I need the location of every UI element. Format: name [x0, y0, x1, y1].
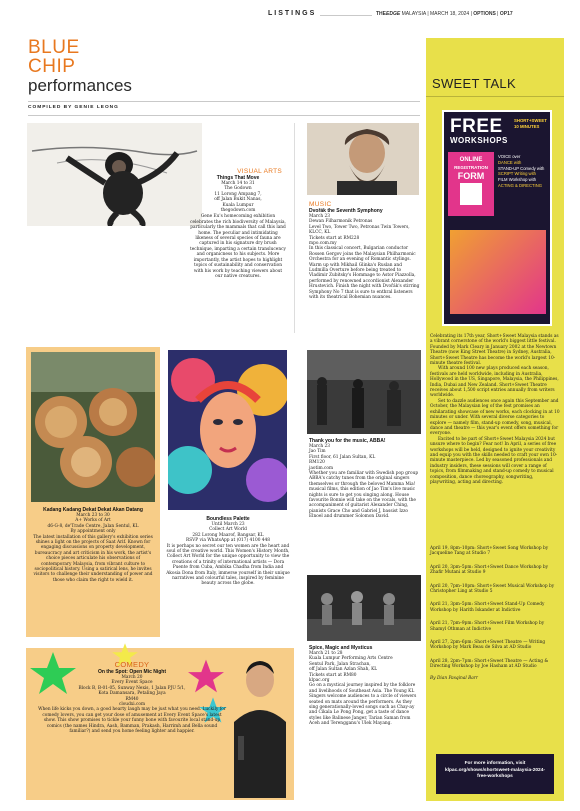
article-paragraph: Excited to be part of Short+Sweet Malaysia 2024 but unsure where to begin? Fear not! In April, a series of free workshops will be held, designed to ignite your creativity and equip you with the skills needed to craft your own 10-minute masterpiece. Led by seasoned professionals and industry insiders, these sessions will cover a range of topics, from filmmaking and stand-up comedy to musical composition, dance choreography, songwriting, playwriting, acting and directing.: [430, 436, 558, 485]
header-rule: [320, 15, 372, 16]
workshop-poster: [442, 110, 552, 326]
listing-line: Kota Damansara, Petaling Jaya: [98, 691, 166, 697]
listing-line: March 21 to 28: [309, 651, 343, 656]
monkey-artwork-image: [27, 123, 202, 226]
dance-performance-image: [307, 575, 421, 641]
listing-line: RM120: [309, 460, 325, 466]
article-paragraph: Celebrating its 17th year, Short+Sweet Malaysia stands as a vibrant cornerstone of the world's biggest little festival. Founded by Mark Cleary in January 2002 at the Newtown Theatre (now King Street Theatre) in Sydney, Australia, Short+Sweet Theatre has become the world's largest 10-minute theatre festival.: [430, 334, 559, 367]
listing-title: Boundless Palette: [206, 516, 250, 522]
kadang-listing: [30, 507, 156, 583]
title-line-chip: CHIP: [28, 56, 76, 77]
listing-line: Level Two, Tower Two, Petronas Twin Towers,: [309, 224, 410, 230]
listing-link[interactable]: jaotim.com: [309, 465, 334, 471]
listing-title: On the Spot: Open Mic Night: [97, 669, 167, 675]
comedy-panel: [26, 648, 294, 800]
listing-body: When life kicks you down, a good hearty laugh may be just what you need. Luckily for comedy lovers, you can get your dose of amusement at Every Event Space's latest show. This show promises to tickle your funny bone with favourite local stand-up comics (the names Hindra, Aash, Bamman, Prakash, Harrimh and Bella sound familiar?) and send you home feeling lighter and happier.: [38, 707, 226, 735]
stage-performance-image: [307, 350, 421, 434]
comedy-listing: [34, 660, 230, 734]
workshop-list: [430, 546, 560, 681]
title-rule: [28, 101, 420, 102]
listing-title: Things That Move: [216, 175, 260, 181]
poster-free: FREE: [450, 116, 503, 137]
list-item: April 20, 7pm–10pm: Short+Sweet Musical Workshop by Christopher Ling at Studio 5: [430, 583, 555, 595]
listing-line: First floor, 61 Jalan Sultan, KL: [309, 454, 376, 460]
listing-link[interactable]: cloudxi.com: [118, 702, 146, 708]
listing-body: The latest installation of this gallery's exhibition series shines a light on the projects of Saat Arif. Known for engaging discussions on property development, bureaucracy and art criticism in his work, the artist's choice pieces articulate his observations of contemporary Malaysia, from vibrant culture to sociopolitical history. Using a satirical lens, he invites visitors to challenge their understanding of power and those who claim the right to wield it.: [33, 534, 153, 583]
boundless-listing: [166, 516, 290, 587]
title-line-blue: BLUE: [28, 37, 80, 58]
listing-link[interactable]: klpac.org: [309, 678, 330, 684]
listing-line: off Jalan Bukit Nanas,: [214, 197, 262, 203]
poster-workshops: WORKSHOPS: [450, 136, 508, 145]
listing-line: The Godown: [224, 186, 252, 192]
byline: By Dian Pasqinal Barr: [430, 675, 478, 681]
listing-line: Kuala Lumpur Performing Arts Centre: [309, 656, 393, 662]
listing-body: In this classical concert, Bulgarian conductor Rossen Gergov joins the Malaysian Philharmonic Orchestra for an evening of Romantic stylings. Warm up with Mikhail Glinka's Ruslan and Ludmilla Overture before being treated to Vladimir Zubitsky's Hommage to Astor Piazzolla, performed by renowned accordionist Alexander Hrustevich. Finish the night with Dvořák's stirring Symphony No 7 that is sure to enthral listeners with its theatrical Bohemian nuances.: [309, 246, 420, 301]
listing-line: March 20: [121, 675, 143, 680]
publication-info: THEEDGE MALAYSIA | MARCH 18, 2024 | OPTIONS | OP17: [376, 11, 513, 17]
listing-line: Tickets start at RM80: [309, 672, 357, 678]
listing-body: It is perhaps no secret our ten women are the heart and soul of the creative world. This Women's History Month, Collect Art World for the unique opportunity to view the creations of a trinity of international artists — Dora Puente from Cuba, Ambika Chadha from India and Akosia Dona from Italy, immerse yourself in their unique narratives and colourful tales, inspired by feminine beauty across the globe.: [166, 543, 290, 587]
poster-artwork: [450, 230, 546, 314]
visual-arts-listing: [190, 168, 286, 279]
section-label: LISTINGS: [268, 10, 317, 17]
poster-workshop-list: VOICE over DANCE with STAND-UP Comedy with SCRIPT Writing with FILM Workshop with ACTING & DIRECTING: [498, 154, 545, 188]
category-comedy: COMEDY: [114, 660, 150, 669]
article-paragraph: With around 100 new plays produced each season, festivals are held worldwide, including in Australia, Hollywood in the US, Singapore, Malaysia, the Philippines, India, Dubai and New Zealand. Short+Sweet Theatre receives about 1,500 script entries annually from writers worldwide.: [430, 366, 559, 399]
listing-line: March 14 to 31: [221, 181, 255, 186]
abba-listing: [309, 438, 421, 520]
listing-line: By appointment only: [70, 529, 116, 535]
category-visual-arts: VISUAL ARTS: [237, 168, 282, 175]
listing-line: KLCC, KL: [309, 230, 331, 236]
listing-line: March 23 to 30: [76, 513, 110, 518]
music-listing: [309, 201, 421, 301]
list-item: April 19, 8pm–10pm: Short+Sweet Song Workshop by Jacqueline Tang at Studio 7: [430, 546, 549, 557]
spice-listing: [309, 645, 421, 727]
listing-line: Until March 23: [211, 522, 245, 527]
listing-line: Jao Tim: [309, 449, 326, 455]
listing-line: Dewan Filharmonik Petronas: [309, 219, 373, 225]
listing-title: Kadang Kadang Dekat Dekat Akan Datang: [43, 507, 143, 513]
column-divider: [294, 123, 295, 333]
sweet-talk-article: [430, 334, 560, 485]
list-item: April 21, 7pm–9pm: Short+Sweet Film Workshop by Shamyl Othman at Indictive: [430, 621, 545, 632]
listing-link[interactable]: mpo.com.my: [309, 241, 337, 247]
listing-title: Spice, Magic and Mysticus: [309, 645, 373, 651]
article-paragraph: Set to dazzle audiences once again this September and October, the Malaysian leg of the fest promises an exhilarating showcase of new works, each clocking in at 10 minutes or under. With several diverse categories to explore — namely film, stand-up comedy, song, musical, dance and theatre — this year's event offers something for everyone.: [430, 398, 560, 437]
qr-code-icon[interactable]: [460, 183, 482, 205]
listing-line: RSVP via WhatsApp at (017) 4100 448: [186, 538, 270, 544]
list-item: April 28, 2pm–7pm: Short+Sweet Theatre — Acting & Directing Workshop by Joe Hasham at AD Studio: [430, 658, 549, 670]
list-item: April 20, 3pm–5pm: Short+Sweet Dance Workshop by Zhafir Mutani at Studio 9: [430, 564, 549, 576]
listing-line: Collect Art World: [209, 527, 247, 533]
listing-line: A+ Works of Art: [75, 518, 111, 524]
portrait-painting-image: [168, 350, 287, 510]
sidebar-rule: [426, 96, 564, 97]
kadang-panel: [26, 347, 160, 637]
listing-line: RM40: [125, 696, 139, 702]
listing-link[interactable]: thegodown.com: [220, 208, 256, 214]
listing-line: 11 Lorong Ampang 7,: [214, 191, 262, 197]
composer-portrait-image: [307, 123, 419, 195]
compiled-rule: [28, 115, 420, 116]
listing-title: Thank you for the music, ABBA!: [309, 438, 386, 444]
listing-line: Sentul Park, Jalan Strachan,: [309, 661, 371, 667]
poster-side-text: SHORT+SWEET 10 MINUTES: [514, 118, 547, 129]
listing-title: Dvořák the Seventh Symphony: [309, 208, 383, 214]
listing-line: d6-G-8, de'Trade Centre, Jalan Sentul, KL: [47, 523, 139, 529]
listing-line: March 23: [309, 214, 331, 219]
listing-line: Every Event Space: [111, 680, 153, 686]
compiled-by: COMPILED BY GENIE LEONG: [28, 105, 119, 110]
listing-body: Go on a mystical journey inspired by the folklore and livelihoods of Southeast Asia. The Young KL Singers welcome audiences to a circle of viewers seated on mats around the performers. As they sing generationally-loved songs such as Chay-ay and Cikala Le Pong Pong, get a taste of dance styles like Balinese Janger, Tarian Saman from Aceh and Terengganu's Ulek Mayang.: [309, 683, 417, 727]
list-item: April 21, 3pm–5pm: Short+Sweet Stand-Up Comedy Workshop by Harith Iskander at Indictive: [430, 602, 545, 613]
page-header: [0, 8, 580, 22]
listing-line: Tickets start at RM228: [309, 235, 360, 241]
list-item: April 27, 2pm–6pm: Short+Sweet Theatre — Writing Workshop by Mark Beau de Silva at AD Studio: [430, 640, 546, 651]
listing-line: Block B, B-01-05, Sunway Nexis, 1 Jalan PJU 5/1,: [78, 685, 186, 691]
comedian-photo: [226, 652, 290, 798]
sweet-talk-heading: SWEET TALK: [432, 76, 516, 91]
listing-line: March 23: [309, 444, 331, 449]
feature-title: [28, 38, 132, 95]
listing-line: 282 Lorong Maarof, Bangsar, KL: [192, 532, 264, 538]
wood-logs-image: [31, 352, 155, 502]
category-music: MUSIC: [309, 201, 332, 208]
sweet-talk-sidebar: [426, 38, 564, 801]
title-line-performances: performances: [28, 76, 132, 95]
info-link[interactable]: For more information, visit klpac.org/shows/shortsweet-malaysia-2024-free-workshops: [445, 761, 545, 779]
listing-line: Kuala Lumpur: [222, 202, 254, 208]
listing-body: Gene Eu's homecoming exhibition celebrates the rich biodiversity of Malaysia, particularly the mammals that call this land home. The peculiar and intimidating likeness of several species of fauna are captured in his signature dry brush technique, imparting a certain translucency and organicness to his subjects. More importantly, the artist hopes to highlight topics of sustainability and conservation with his work by teaching viewers about our native creatures.: [190, 214, 286, 279]
listing-line: off Jalan Sultan Azlan Shah, KL: [309, 667, 378, 673]
poster-form-block: ONLINE REGISTRATION FORM: [448, 152, 494, 216]
info-box: [436, 754, 554, 794]
listing-body: Whether you are familiar with Swedish pop group ABBA's catchy tunes from the original singers themselves or through the beloved Mamma Mia! musical films, this edition of Jao Tim's live music nights is sure to get you singing along. House favourite Bonnie will take on the vocals, with the accompaniment of guitarist Alexander Ching, pianists Grace Cho and Gabriel J, bassist Izzo Elnoel and drummer Solomon David.: [309, 471, 419, 520]
